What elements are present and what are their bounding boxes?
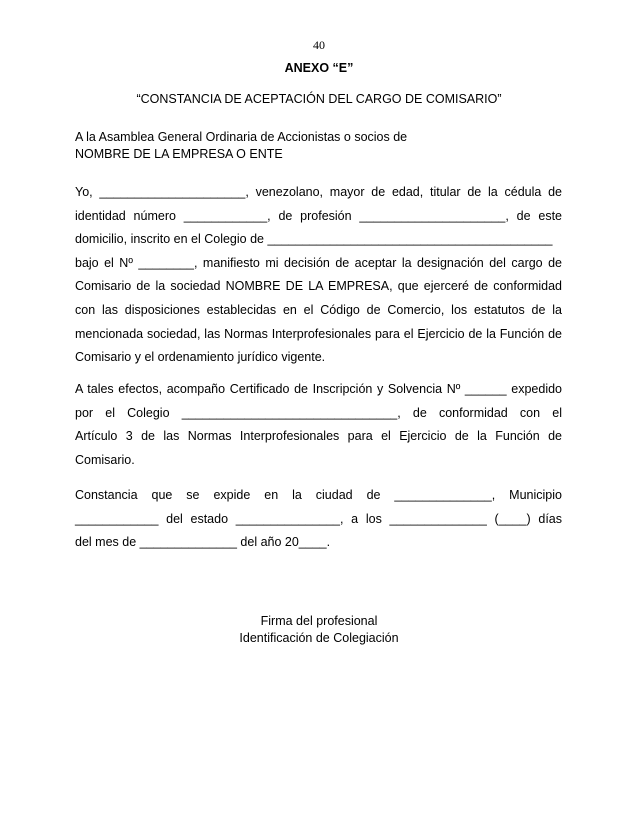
annex-title: ANEXO “E” [284, 61, 354, 75]
document-title: “CONSTANCIA DE ACEPTACIÓN DEL CARGO DE COMISARIO” [136, 92, 502, 106]
paragraph-line: ____________ del estado _______________, a los ______________ (____) días [75, 511, 562, 526]
paragraph-line: Constancia que se expide en la ciudad de ______________, Municipio [75, 488, 562, 502]
paragraph-line: por el Colegio _______________________________, de conformidad con el [75, 405, 562, 420]
paragraph-line: Yo, _____________________, venezolano, mayor de edad, titular de la cédula de [75, 185, 562, 199]
declaration-paragraph [75, 181, 562, 370]
signature-block [0, 613, 638, 647]
addressee-line: A la Asamblea General Ordinaria de Accionistas o socios de [75, 130, 408, 144]
registration-line: Identificación de Colegiación [239, 631, 399, 645]
page-number: 40 [313, 38, 325, 52]
paragraph-line: Comisario de la sociedad NOMBRE DE LA EMPRESA, que ejerceré de conformidad [75, 279, 562, 294]
paragraph-line: Artículo 3 de las Normas Interprofesionales para el Ejercicio de la Función de [75, 429, 562, 444]
paragraph-line: Comisario. [75, 452, 135, 467]
paragraph-line: mencionada sociedad, las Normas Interprofesionales para el Ejercicio de la Función de [75, 326, 562, 341]
paragraph-line: del mes de ______________ del año 20____. [75, 535, 331, 550]
addressee-block [75, 129, 565, 163]
paragraph-line: A tales efectos, acompaño Certificado de Inscripción y Solvencia Nº ______ expedido [75, 382, 562, 396]
certificate-paragraph [75, 378, 562, 472]
paragraph-line: Comisario y el ordenamiento jurídico vigente. [75, 350, 326, 365]
paragraph-line: con las disposiciones establecidas en el Código de Comercio, los estatutos de la [75, 302, 562, 317]
issuance-paragraph [75, 484, 562, 555]
paragraph-line: identidad número ____________, de profesión _____________________, de este [75, 208, 562, 223]
paragraph-line: domicilio, inscrito en el Colegio de _________________________________________ [75, 232, 553, 247]
company-name-placeholder: NOMBRE DE LA EMPRESA O ENTE [75, 147, 283, 161]
paragraph-line: bajo el Nº ________, manifiesto mi decisión de aceptar la designación del cargo de [75, 255, 562, 270]
signature-line: Firma del profesional [260, 614, 378, 628]
